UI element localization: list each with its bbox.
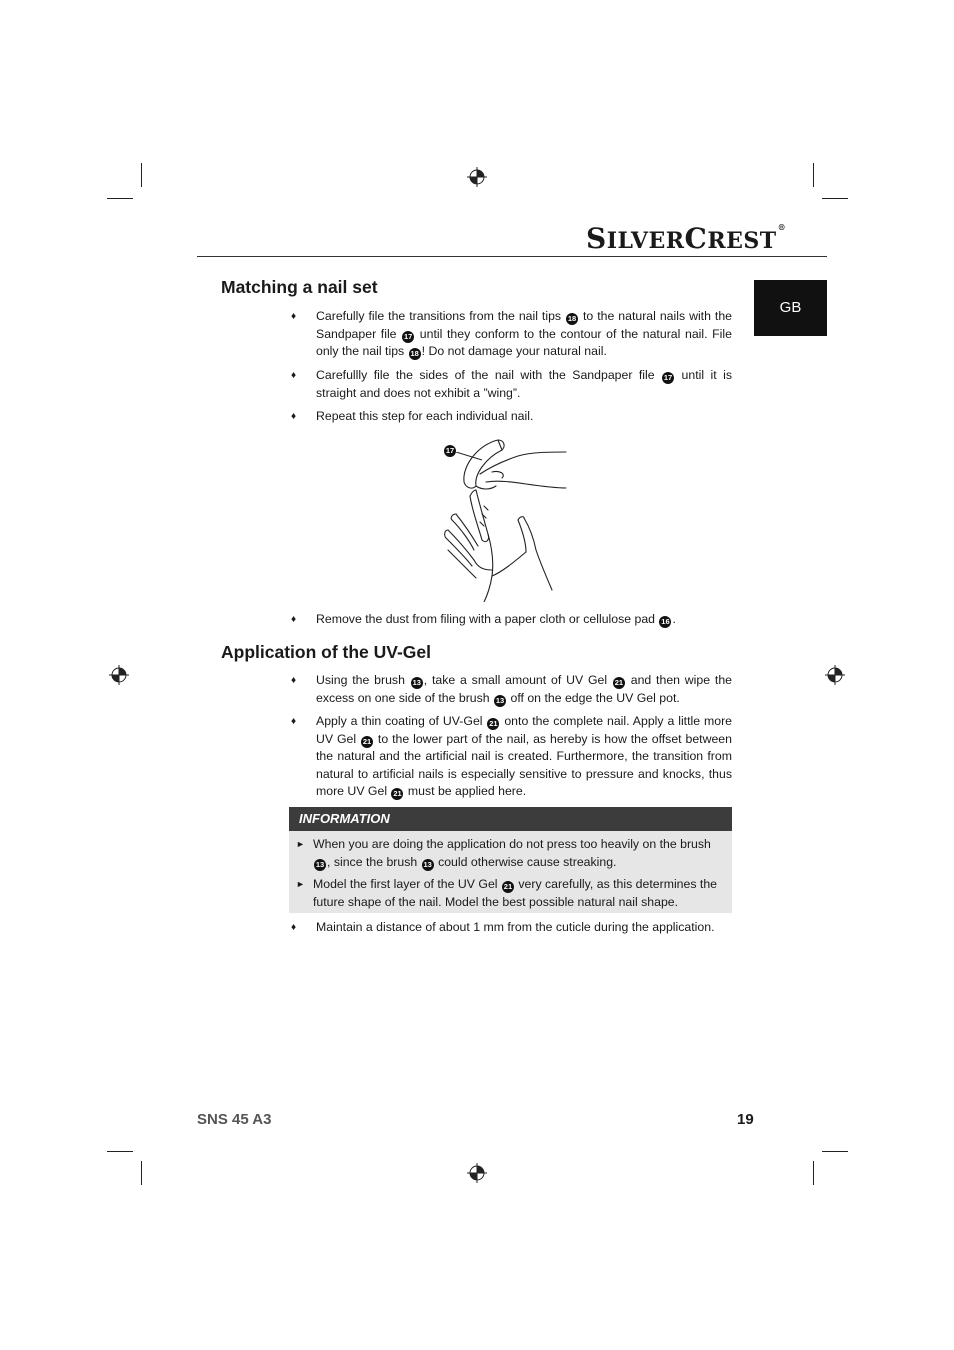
bullet-text bbox=[316, 367, 732, 402]
text-run: must be applied here. bbox=[404, 784, 527, 798]
reference-number-icon: 21 bbox=[362, 736, 372, 746]
text-run: ! Do not damage your natural nail. bbox=[421, 344, 607, 358]
diamond-bullet-icon: ♦ bbox=[291, 411, 297, 422]
reference-number-icon: 17 bbox=[403, 331, 413, 341]
text-run: Model the first layer of the UV Gel bbox=[313, 877, 501, 891]
reference-number-icon: 13 bbox=[315, 859, 325, 869]
bullet-text bbox=[316, 308, 732, 361]
registration-mark-icon bbox=[467, 167, 487, 187]
reference-number-icon: 13 bbox=[423, 859, 432, 869]
text-run: Maintain a distance of about 1 mm from the cuticle during the application. bbox=[316, 920, 715, 934]
list-item bbox=[291, 672, 732, 707]
list-item bbox=[291, 611, 732, 629]
text-run: Repeat this step for each individual nail. bbox=[316, 409, 534, 423]
diamond-bullet-icon: ♦ bbox=[291, 614, 297, 625]
bullet-text bbox=[316, 611, 732, 629]
registration-mark-icon bbox=[825, 665, 845, 685]
text-run: and then wipe the excess on one side of the brush bbox=[316, 673, 733, 705]
bullet-text bbox=[316, 672, 732, 707]
diamond-bullet-icon: ♦ bbox=[291, 311, 297, 322]
info-item bbox=[296, 836, 726, 871]
info-text bbox=[313, 876, 726, 911]
reference-number-icon: 13 bbox=[412, 678, 421, 687]
nail-filing-illustration bbox=[440, 430, 580, 602]
bullet-text bbox=[316, 408, 732, 426]
section-title-matching: Matching a nail set bbox=[221, 277, 378, 297]
text-run: off on the edge the UV Gel pot. bbox=[507, 690, 680, 705]
header-rule bbox=[197, 256, 827, 257]
information-heading bbox=[289, 807, 732, 831]
crop-mark bbox=[813, 1161, 814, 1185]
list-item bbox=[291, 308, 732, 361]
text-run: Carefully file the transitions from the nail tips bbox=[316, 309, 566, 323]
text-run: could otherwise cause streaking. bbox=[434, 854, 617, 869]
brand-logo: SILVERCREST® bbox=[586, 222, 787, 255]
text-run: . bbox=[672, 612, 676, 626]
reference-number-icon: 21 bbox=[614, 678, 624, 687]
text-run: until it is straight and does not exhibit a ”wing”. bbox=[316, 368, 732, 400]
text-run: Using the brush bbox=[316, 673, 410, 687]
diamond-bullet-icon: ♦ bbox=[291, 370, 297, 381]
text-run: onto the complete nail. Apply a little more UV Gel bbox=[316, 714, 733, 746]
arrow-bullet-icon: ► bbox=[296, 879, 305, 889]
text-run: Remove the dust from filing with a paper cloth or cellulose pad bbox=[316, 612, 659, 626]
crop-mark bbox=[107, 198, 133, 199]
list-item bbox=[291, 408, 732, 426]
list-item bbox=[291, 367, 732, 402]
registration-mark-icon bbox=[109, 665, 129, 685]
crop-mark bbox=[822, 1151, 848, 1152]
reference-number-icon: 16 bbox=[661, 617, 670, 626]
text-run: Apply a thin coating of UV-Gel bbox=[316, 714, 487, 728]
diamond-bullet-icon: ♦ bbox=[291, 922, 297, 933]
bullet-text bbox=[316, 713, 732, 801]
information-box bbox=[289, 831, 732, 913]
text-run: until they conform to the contour of the natural nail. File only the nail tips bbox=[316, 326, 732, 358]
bullet-text bbox=[316, 919, 732, 937]
reference-number-icon: 21 bbox=[503, 882, 513, 891]
callout-leader-line bbox=[456, 452, 486, 462]
text-run: When you are doing the application do not press too heavily on the brush bbox=[313, 837, 711, 851]
text-run: , take a small amount of UV Gel bbox=[423, 673, 612, 687]
registration-mark-icon bbox=[467, 1163, 487, 1183]
crop-mark bbox=[813, 163, 814, 187]
diamond-bullet-icon: ♦ bbox=[291, 675, 297, 686]
arrow-bullet-icon: ► bbox=[296, 839, 305, 849]
reference-number-icon: 21 bbox=[489, 719, 498, 728]
crop-mark bbox=[822, 198, 848, 199]
language-tab: GB bbox=[754, 280, 827, 336]
reference-number-icon: 13 bbox=[495, 695, 505, 705]
reference-number-icon: 18 bbox=[567, 314, 577, 323]
text-run: , since the brush bbox=[327, 854, 421, 869]
text-run: Carefullly file the sides of the nail with the Sandpaper file bbox=[316, 368, 662, 382]
info-item bbox=[296, 876, 726, 911]
crop-mark bbox=[141, 163, 142, 187]
crop-mark bbox=[107, 1151, 133, 1152]
list-item bbox=[291, 919, 732, 937]
diamond-bullet-icon: ♦ bbox=[291, 716, 297, 727]
information-heading-label: INFORMATION bbox=[299, 811, 390, 826]
reference-number-icon: 21 bbox=[393, 789, 402, 798]
list-item bbox=[291, 713, 732, 801]
footer-model-number: SNS 45 A3 bbox=[197, 1111, 272, 1128]
reference-number-icon: 17 bbox=[663, 373, 673, 382]
text-run: to the lower part of the nail, as hereby is how the offset between the natural and the artificial nail is created. Furthermore, the transition from natural to artificial nails is especially sensitive to pressure and knocks, thus more UV Gel bbox=[316, 731, 732, 798]
callout-17-icon: 17 bbox=[445, 446, 455, 455]
text-run: very carefully, as this determines the future shape of the nail. Model the best possible natural nail shape. bbox=[313, 877, 718, 909]
text-run: to the natural nails with the Sandpaper file bbox=[316, 309, 732, 341]
reference-number-icon: 18 bbox=[410, 349, 419, 358]
crop-mark bbox=[141, 1161, 142, 1185]
page-number: 19 bbox=[737, 1111, 754, 1128]
section-title-uv-gel: Application of the UV-Gel bbox=[221, 642, 432, 662]
info-text bbox=[313, 836, 726, 871]
